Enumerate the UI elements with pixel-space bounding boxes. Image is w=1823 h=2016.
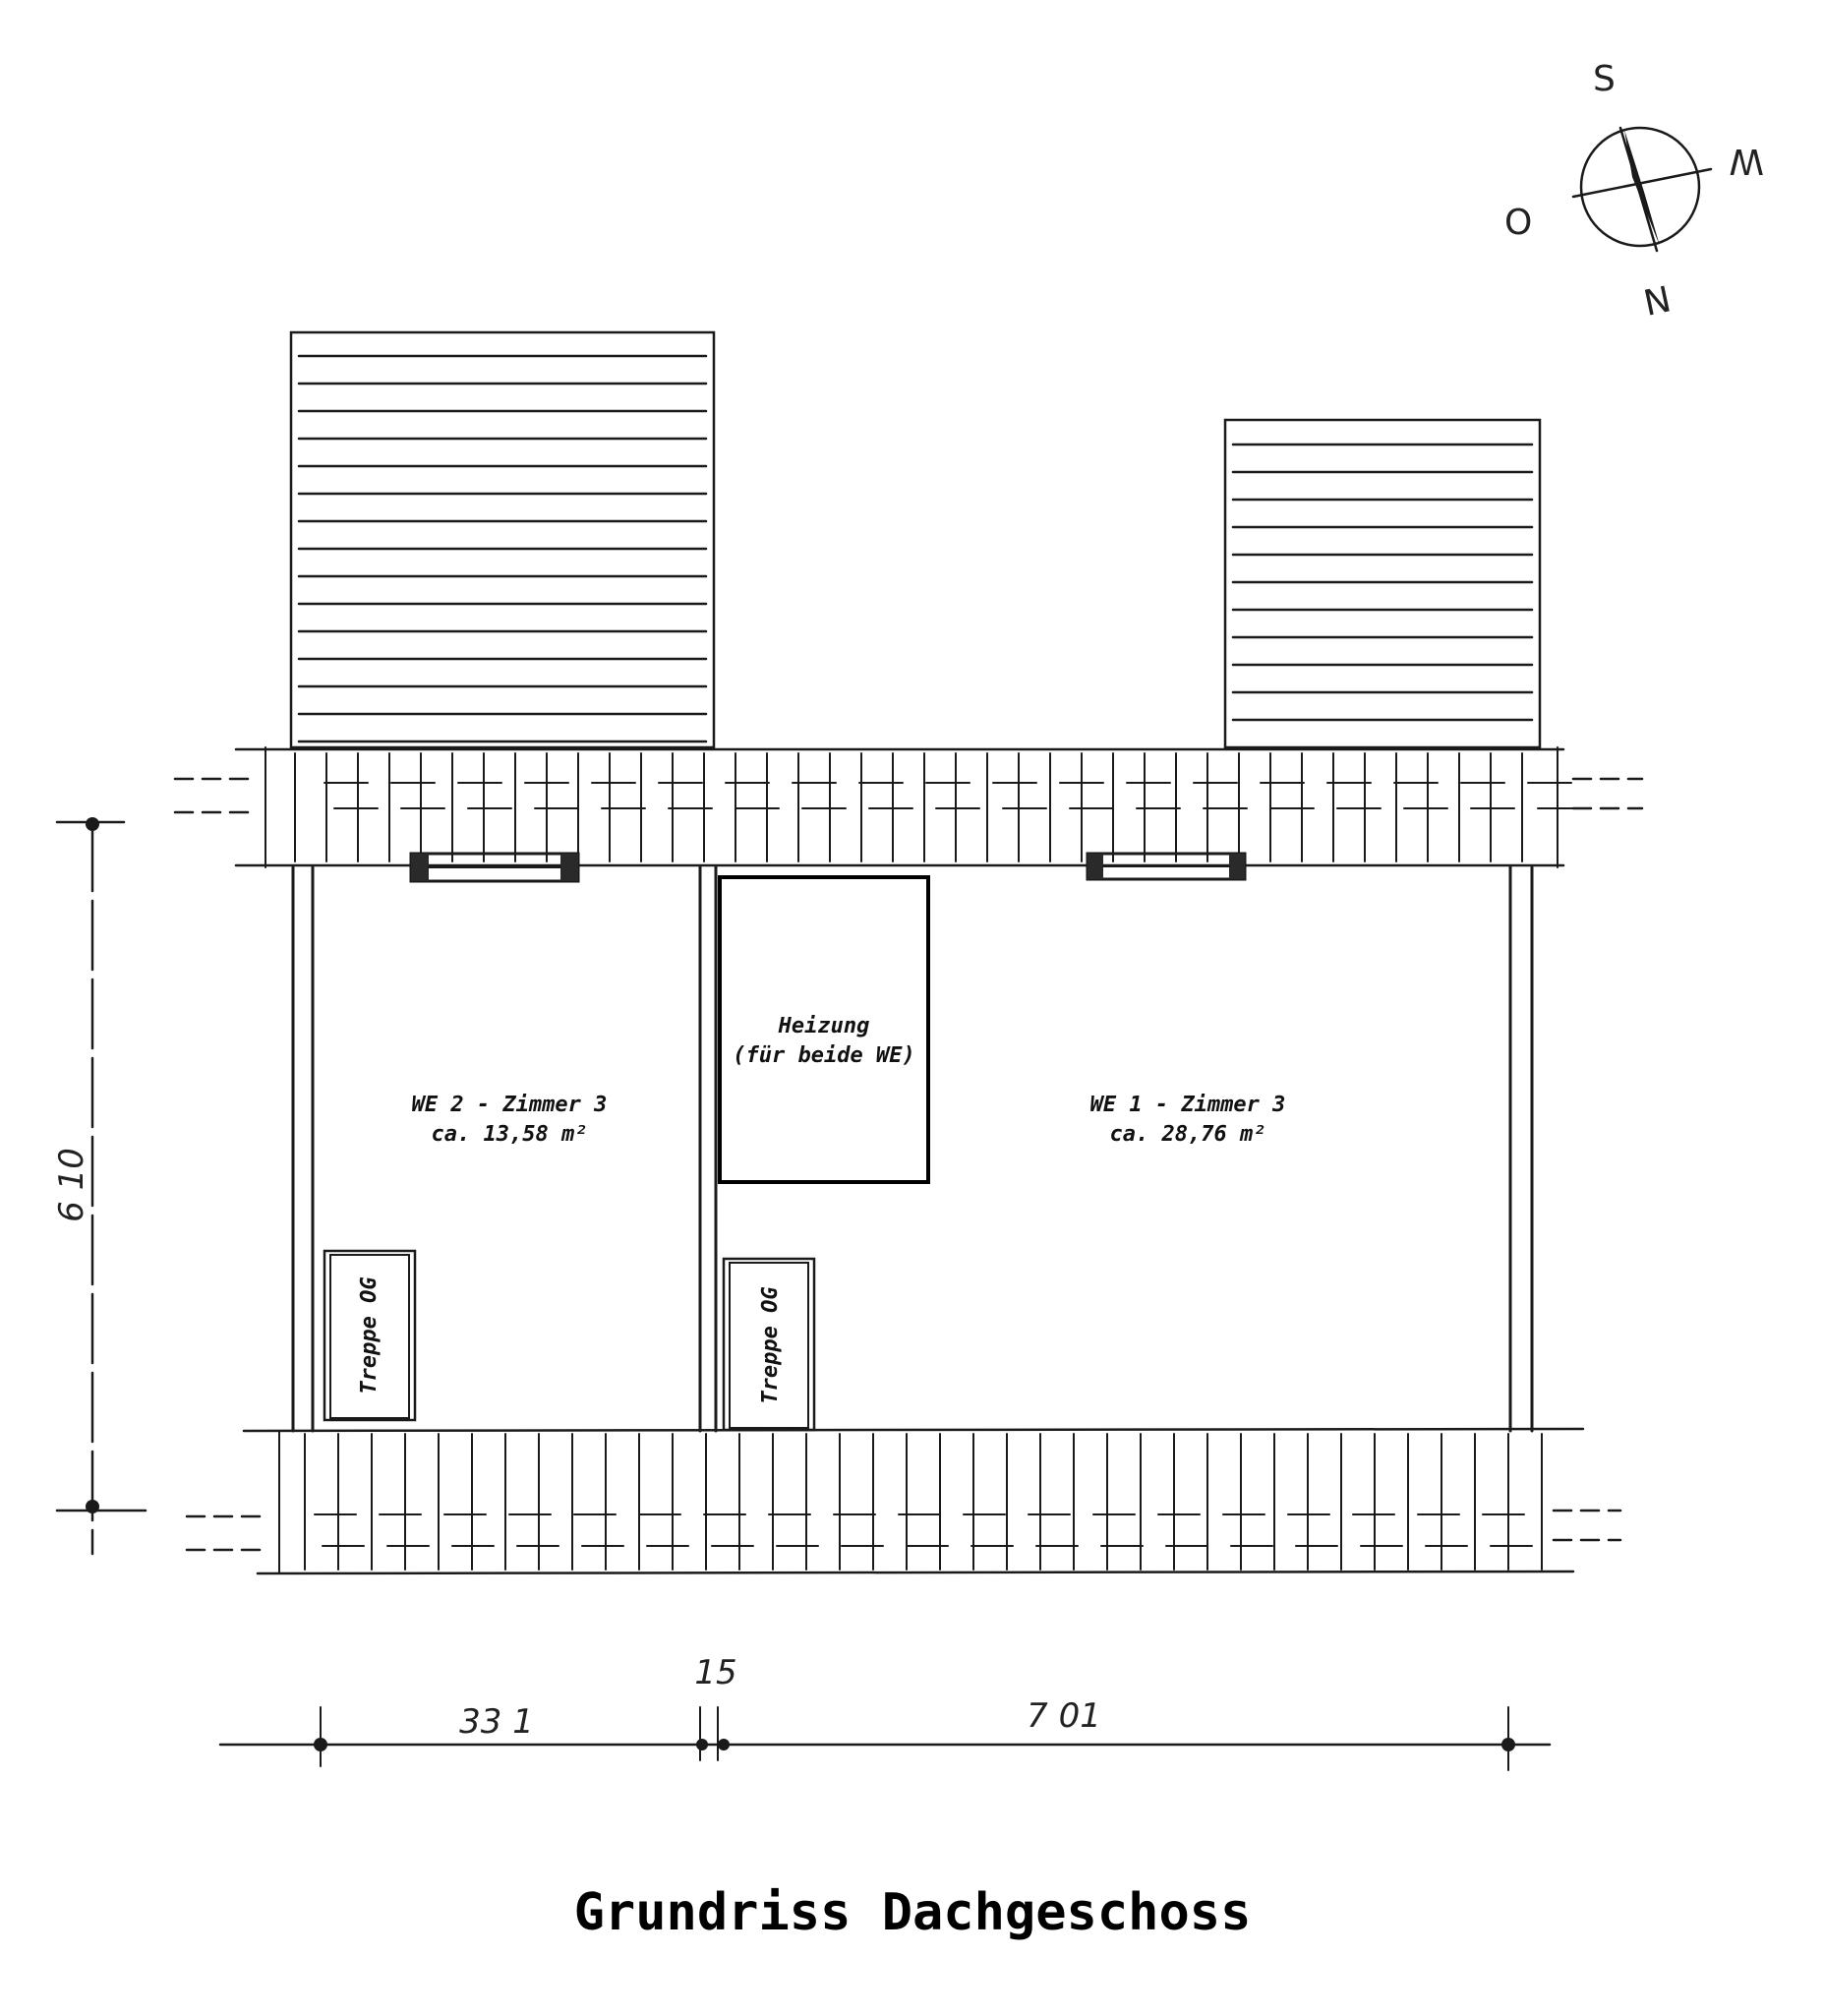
heizung-label: Heizung [778,1014,870,1038]
window-right [1088,854,1245,879]
compass [1504,59,1764,325]
page-title: Grundriss Dachgeschoss [573,1883,1252,1942]
room-we2-name: WE 2 - Zimmer 3 [411,1093,608,1117]
compass-needle-icon [1624,130,1660,246]
dimension-wall-label: 15 [694,1653,737,1692]
stairs-left-label: Treppe OG [357,1276,382,1394]
dimension-right-width-label: 7 01 [1027,1696,1101,1736]
dimension-left-width-label: 33 1 [459,1702,534,1742]
dimension-width [220,1653,1550,1770]
top-wall-band [175,747,1642,867]
compass-o: O [1504,203,1533,243]
room-we1-name: WE 1 - Zimmer 3 [1089,1093,1286,1117]
heizung-room [720,877,928,1182]
stairs-right [724,1259,814,1430]
compass-n: N [1640,279,1676,325]
compass-s: S [1593,59,1616,99]
window-left [411,854,578,881]
stairs-right-label: Treppe OG [758,1286,783,1404]
roof-area-left [291,332,714,747]
heizung-sublabel: (für beide WE) [733,1043,915,1068]
room-walls [293,867,1532,1431]
stairs-left [324,1251,415,1420]
room-we2-area: ca. 13,58 m² [431,1122,588,1147]
bottom-wall-band [187,1429,1620,1573]
room-we1-area: ca. 28,76 m² [1109,1122,1266,1147]
dimension-height [52,817,146,1554]
compass-w: W [1729,141,1764,181]
dimension-height-label: 6 10 [52,1148,91,1222]
roof-area-right [1225,420,1540,747]
